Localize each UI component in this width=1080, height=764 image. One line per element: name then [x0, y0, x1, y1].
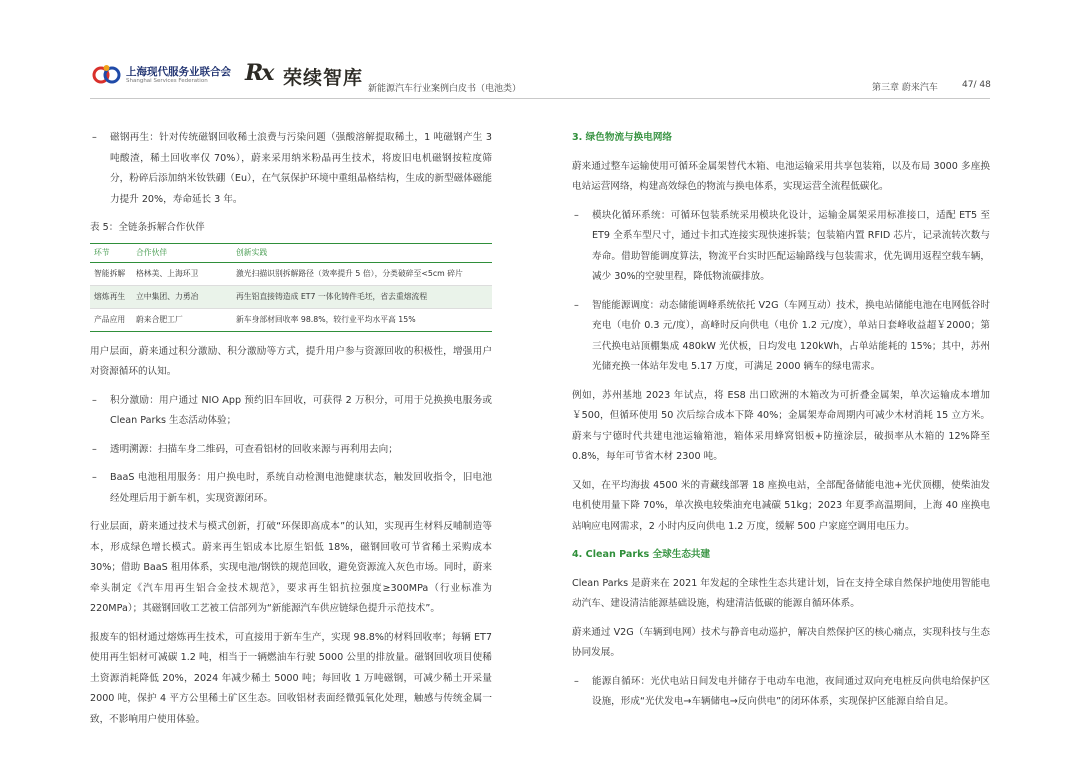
- paragraph-suzhou-example: 例如，苏州基地 2023 年试点，将 ES8 出口欧洲的木箱改为可折叠金属架，单次运输成本增加￥500，但循环使用 50 次后综合成本下降 40%；金属架寿命周期内可减少木材消耗 15 立方米。蔚来与宁德时代共建电池运输箱池，箱体采用蜂窝铝板+防撞涂层，破损率从木箱的 12%降至 0.8%，每年可节省木材 2300 吨。: [572, 389, 990, 462]
- table-cell: 再生铝直接铸造成 ET7 一体化铸件毛坯，省去重熔流程: [232, 285, 492, 308]
- table-cell: 新车身部材回收率 98.8%，较行业平均水平高 15%: [232, 308, 492, 331]
- table-cell: 熔炼再生: [90, 285, 132, 308]
- org-name-en: Shanghai Services Federation: [126, 78, 208, 84]
- bullet-dash: –: [574, 675, 579, 687]
- table-cell: 智能拆解: [90, 262, 132, 285]
- paragraph-industry-level: 行业层面，蔚来通过技术与模式创新，打破“环保即高成本”的认知，实现再生材料反哺制造等本，形成绿色增长模式。蔚来再生铝成本比原生铝低 18%，磁钢回收可节省稀土采购成本 30%；借助 BaaS 租用体系，实现电池/钢铁的规范回收，避免资源流入灰色市场。同时，蔚来牵头制定《汽车用再生铝合金技术规范》，要求再生铝抗拉强度≥300MPa（行业标准为 220MPa）；其磁钢回收工艺被工信部列为“新能源汽车供应链绿色提升示范技术”。: [90, 521, 492, 614]
- paragraph-results: 报废车的铝材通过熔炼再生技术，可直接用于新车生产，实现 98.8%的材料回收率；每辆 ET7 使用再生铝材可减碳 1.2 吨，相当于一辆燃油车行驶 5000 公里的排放量。磁钢回收项目使稀土资源消耗降低 20%，2024 年减少稀土 5000 吨；每回收 1 万吨磁钢，可减少稀土开采量 2000 吨，保护 4 平方公里稀土矿区生态。回收铝材表面经微弧氧化处理，触感与传统金属一致，不影响用户使用体验。: [90, 631, 492, 725]
- section-3-title: 3. 绿色物流与换电网络: [572, 132, 673, 143]
- table-header: 创新实践: [232, 243, 492, 262]
- table-cell: 立中集团、力勇冶: [132, 285, 232, 308]
- page-number: 47/ 48: [962, 80, 991, 90]
- bullet-energy-self-cycle: – 能源自循环：光伏电站日间发电并储存于电动车电池，夜间通过双向充电桩反向供电给保护区设施，形成“光伏发电→车辆储电→反向供电”的闭环体系，实现保护区能源自给自足。: [572, 672, 990, 713]
- table-header: 合作伙伴: [132, 243, 232, 262]
- bullet-dash: –: [92, 394, 97, 406]
- chapter-label: 第三章 蔚来汽车: [872, 83, 938, 93]
- brand-name: 荣续智库: [283, 67, 364, 89]
- table-cell: 激光扫描识别拆解路径（效率提升 5 倍），分类破碎至<5cm 碎片: [232, 262, 492, 285]
- paragraph-clean-parks-v2g: 蔚来通过 V2G（车辆到电网）技术与静音电动巡护，解决自然保护区的核心痛点，实现科技与生态协同发展。: [572, 626, 990, 658]
- table-cell: 产品应用: [90, 308, 132, 331]
- table-caption: 表 5：全链条拆解合作伙伴: [90, 222, 205, 233]
- header-divider: [90, 98, 990, 99]
- partner-table: [90, 243, 492, 332]
- table-row: [90, 308, 492, 331]
- paragraph-clean-parks-intro: Clean Parks 是蔚来在 2021 年发起的全球性生态共建计划，旨在支持全球自然保护地使用智能电动汽车、建设清洁能源基础设施，构建清洁低碳的能源自循环体系。: [572, 577, 990, 609]
- bullet-baas: – BaaS 电池租用服务：用户换电时，系统自动检测电池健康状态，触发回收指令，旧电池经处理后用于新车机，实现资源闭环。: [90, 468, 492, 509]
- org-name-cn: 上海现代服务业联合会: [126, 66, 231, 78]
- table-row: [90, 262, 492, 285]
- bullet-dash: –: [92, 472, 97, 483]
- rx-logo-icon: Rx: [245, 60, 273, 86]
- bullet-traceability: – 透明溯源：扫描车身二维码，可查看铝材的回收来源与再利用去向；: [90, 440, 492, 461]
- table-header: 环节: [90, 243, 132, 262]
- table-cell: 格林美、上海环卫: [132, 262, 232, 285]
- bullet-dash: –: [92, 443, 97, 455]
- bullet-dash: –: [574, 299, 579, 311]
- bullet-energy-dispatch: – 智能能源调度：动态储能调峰系统依托 V2G（车网互动）技术，换电站储能电池在电网低谷时充电（电价 0.3 元/度），高峰时反向供电（电价 1.2 元/度），单站日套峰收益超￥2000；第三代换电站顶棚集成 480kW 光伏板，日均发电 120kWh，占单站能耗的 15%；其中，苏州光储充换一体站年发电 5.17 万度，可满足 2000 辆车的绿电需求。: [572, 296, 990, 378]
- table-header-row: [90, 243, 492, 262]
- bullet-dash: –: [92, 132, 97, 143]
- section-4-title: 4. Clean Parks 全球生态共建: [572, 549, 711, 560]
- bullet-magnet-recycle: – 磁钢再生：针对传统磁钢回收稀土浪费与污染问题（强酸溶解提取稀土，1 吨磁钢产生 3 吨酸渣，稀土回收率仅 70%），蔚来采用纳米粉晶再生技术，将废旧电机磁钢按粒度筛分，粉碎后添加纳米钕铁硼（Eu），在气氛保护环境中重组晶格结构，生成的新型磁体磁能力提升 20%，寿命延长 3 年。: [90, 128, 492, 210]
- table-row: [90, 285, 492, 308]
- paragraph-logistics: 蔚来通过整车运输使用可循环金属架替代木箱、电池运输采用共享包装箱，以及布局 3000 多座换电站运营网络，构建高效绿色的物流与换电体系，实现运营全流程低碳化。: [572, 160, 990, 192]
- left-column: [90, 128, 492, 738]
- right-column: [572, 128, 990, 721]
- paragraph-plateau-example: 又如，在平均海拔 4500 米的青藏线部署 18 座换电站，全部配备储能电池+光伏顶棚，使柴油发电机使用量下降 70%，单次换电较柴油充电减碳 51kg；2023 年夏季高温期间，上海 40 座换电站响应电网需求，2 小时内反向供电 1.2 万度，缓解 500 户家庭空调用电压力。: [572, 479, 990, 532]
- ssf-logo-icon: [92, 62, 122, 88]
- document-title: 新能源汽车行业案例白皮书（电池类）: [368, 84, 522, 94]
- page-header: [0, 0, 1080, 110]
- bullet-points-incentive: – 积分激励：用户通过 NIO App 预约旧车回收，可获得 2 万积分，可用于兑换换电服务或 Clean Parks 生态活动体验；: [90, 391, 492, 432]
- paragraph-user-level: 用户层面，蔚来通过积分激励、积分激励等方式，提升用户参与资源回收的积极性，增强用户对资源循环的认知。: [90, 345, 492, 377]
- bullet-dash: –: [574, 209, 579, 221]
- bullet-modular-cycle: – 模块化循环系统：可循环包装系统采用模块化设计，运输金属架采用标准接口，适配 ET5 至 ET9 全系车型尺寸，通过卡扣式连接实现快速拆装；包装箱内置 RFID 芯片，记录流转次数与寿命。借助智能调度算法，物流平台实时匹配运输路线与包装需求，优先调用返程空载车辆，减少 30%的空驶里程，降低物流碳排放。: [572, 206, 990, 288]
- table-cell: 蔚来合肥工厂: [132, 308, 232, 331]
